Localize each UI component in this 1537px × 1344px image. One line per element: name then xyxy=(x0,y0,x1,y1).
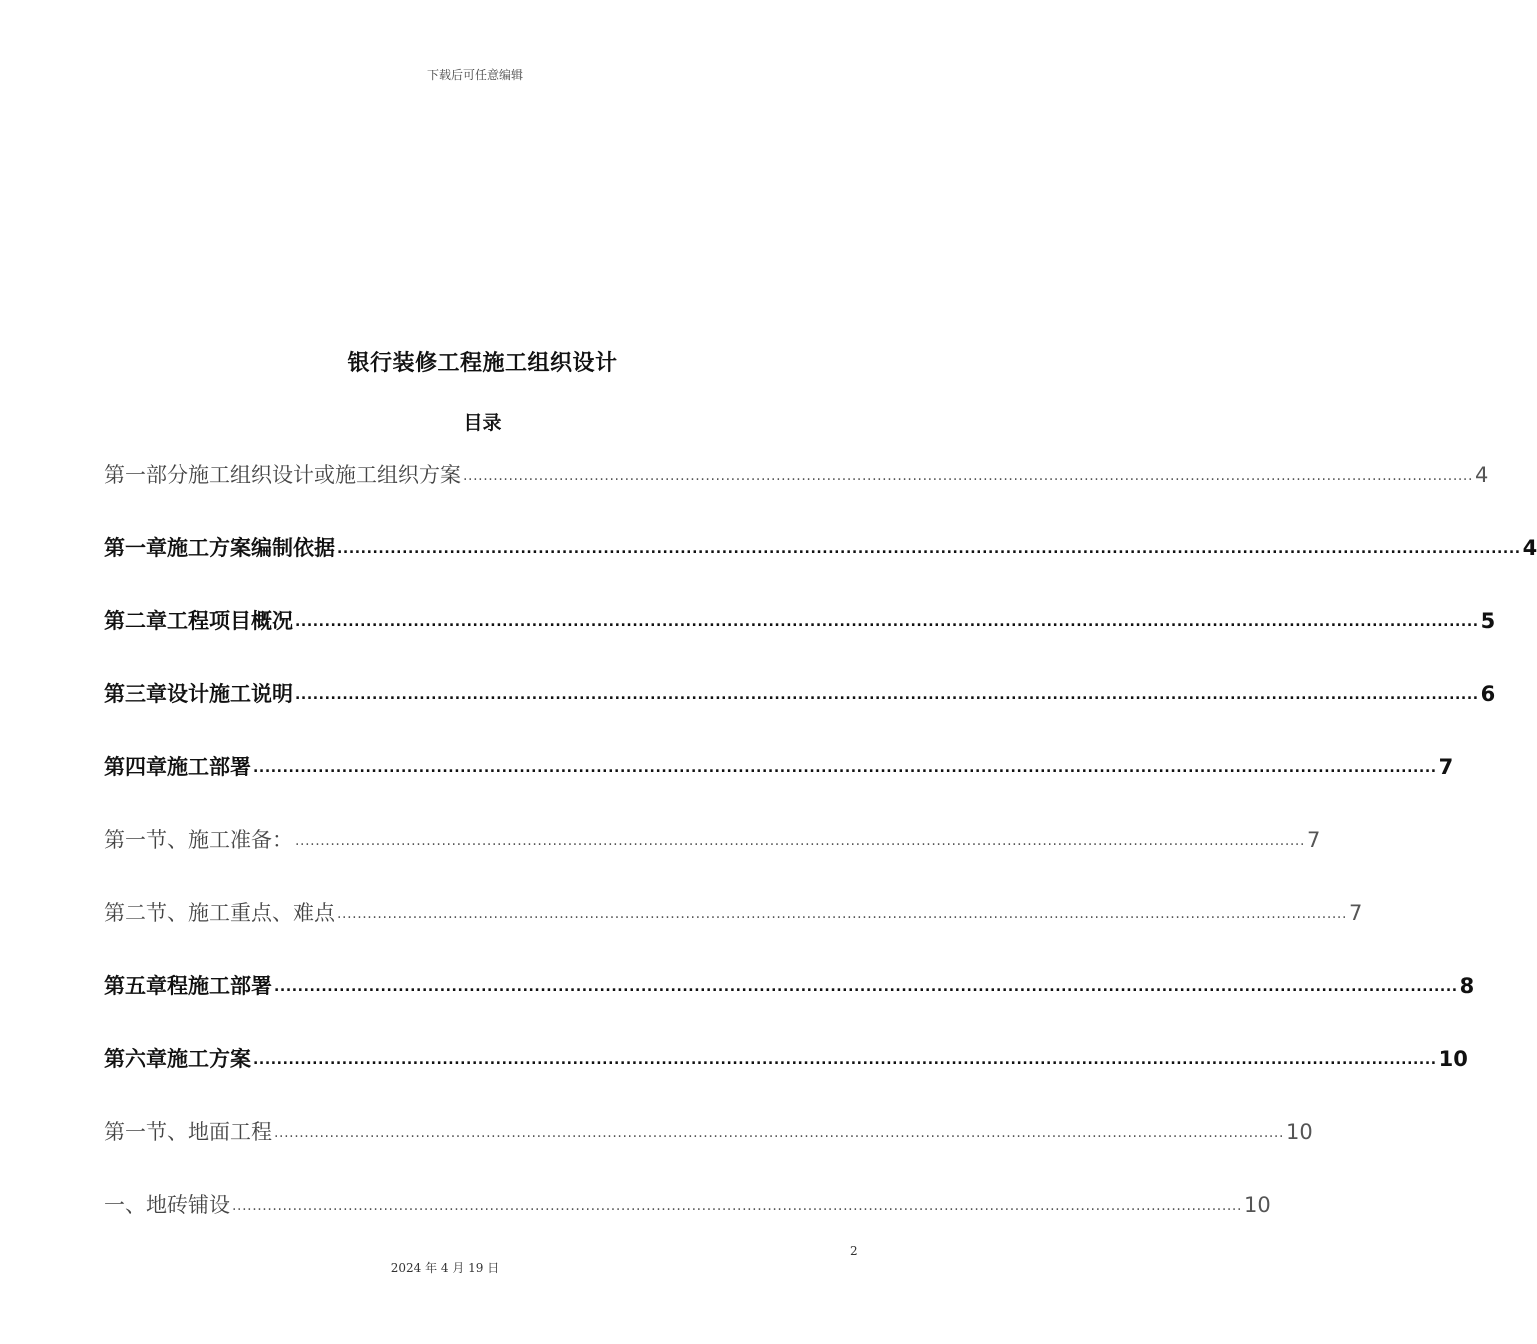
toc-entry-label: 第一节、施工准备： xyxy=(104,828,293,852)
toc-entry-page: 7 xyxy=(1438,755,1454,779)
toc-entry[interactable] xyxy=(104,1188,1271,1222)
toc-leader-dots: ........................................................................................................................................................................................................ xyxy=(253,1052,1437,1068)
toc-leader-dots: ........................................................................................................................................................................................................ xyxy=(274,1125,1285,1141)
toc-leader-dots: ........................................................................................................................................................................................................ xyxy=(274,979,1458,995)
toc-entry-label: 第一节、地面工程 xyxy=(104,1120,272,1144)
toc-entry-label: 第三章设计施工说明 xyxy=(104,682,293,706)
toc-entry-label: 第一章施工方案编制依据 xyxy=(104,536,335,560)
toc-leader-dots: ........................................................................................................................................................................................................ xyxy=(463,468,1474,484)
toc-leader-dots: ........................................................................................................................................................................................................ xyxy=(337,906,1348,922)
toc-entry-page: 10 xyxy=(1244,1193,1271,1217)
toc-entry[interactable] xyxy=(104,1115,1313,1149)
toc-entry-label: 第五章程施工部署 xyxy=(104,974,272,998)
toc-leader-dots: ........................................................................................................................................................................................................ xyxy=(295,614,1479,630)
toc-entry-label: 第一部分施工组织设计或施工组织方案 xyxy=(104,463,461,487)
toc-leader-dots: ........................................................................................................................................................................................................ xyxy=(295,833,1306,849)
toc-entry-page: 6 xyxy=(1480,682,1496,706)
toc-entry-page: 7 xyxy=(1307,828,1321,852)
toc-entry[interactable] xyxy=(104,531,1537,565)
toc-entry-page: 5 xyxy=(1480,609,1496,633)
toc-entry-page: 7 xyxy=(1349,901,1363,925)
document-title: 银行装修工程施工组织设计 xyxy=(347,351,618,376)
page-number: 2 xyxy=(850,1244,858,1258)
toc-heading: 目录 xyxy=(463,412,502,434)
toc-entry[interactable] xyxy=(104,604,1496,638)
toc-entry[interactable] xyxy=(104,969,1475,1003)
header-note: 下载后可任意编辑 xyxy=(426,68,523,82)
toc-entry-page: 10 xyxy=(1438,1047,1468,1071)
toc-leader-dots: ........................................................................................................................................................................................................ xyxy=(295,687,1479,703)
toc-leader-dots: ........................................................................................................................................................................................................ xyxy=(337,541,1521,557)
toc-entry-page: 4 xyxy=(1475,463,1489,487)
toc-entry-label: 第六章施工方案 xyxy=(104,1047,251,1071)
toc-entry[interactable] xyxy=(104,677,1496,711)
toc-entry-page: 10 xyxy=(1286,1120,1313,1144)
toc-entry-label: 一、地砖铺设 xyxy=(104,1193,230,1217)
toc-entry-label: 第二节、施工重点、难点 xyxy=(104,901,335,925)
toc-entry[interactable] xyxy=(104,750,1454,784)
toc-entry[interactable] xyxy=(104,458,1489,492)
toc-entry[interactable] xyxy=(104,1042,1468,1076)
toc-leader-dots: ........................................................................................................................................................................................................ xyxy=(253,760,1437,776)
toc-entry[interactable] xyxy=(104,823,1321,857)
toc-leader-dots: ........................................................................................................................................................................................................ xyxy=(232,1198,1243,1214)
toc-entry-label: 第四章施工部署 xyxy=(104,755,251,779)
toc-entry[interactable] xyxy=(104,896,1363,930)
toc-entry-page: 8 xyxy=(1459,974,1475,998)
footer-date: 2024 年 4 月 19 日 xyxy=(390,1261,500,1275)
toc-entry-label: 第二章工程项目概况 xyxy=(104,609,293,633)
toc-entry-page: 4 xyxy=(1522,536,1537,560)
